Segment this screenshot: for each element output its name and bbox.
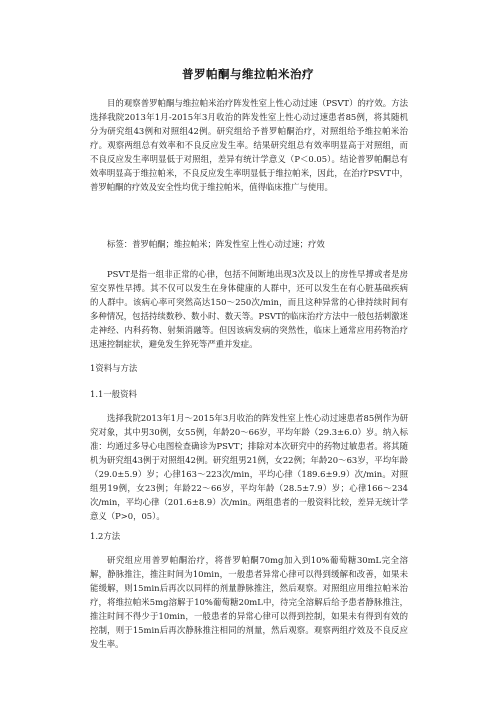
method-paragraph: 研究组应用普罗帕酮治疗，将普罗帕酮70mg加入到10%葡萄糖30mL完全溶解，静脉推注，推注时间为10min，一般患者异常心律可以得到缓解和改善，如果未能缓解，则15min后再次以同样的剂量静脉推注，然后观察。对照组应用维拉帕米治疗，将维拉帕米5mg溶解于10%葡萄糖20mL中，待完全溶解后给予患者静脉推注，推注时间不得少于10min，一般患者的异常心律可以得到控制，如果未有得到有效的控制，则于15min后再次静脉推注相同的剂量，然后观察。观察两组疗效及不良反应发生率。 [90,555,408,649]
keywords-paragraph: 标签：普罗帕酮；维拉帕米；阵发性室上性心动过速；疗效 [107,239,325,249]
intro-paragraph: PSVT是指一组非正常的心律，包括不间断地出现3次及以上的房性早搏或者是房室交界性早搏。其不仅可以发生在身体健康的人群中，还可以发生在有心脏基础疾病的人群中。该病心率可突然高达150～250次/min，而且这种异常的心律持续时间有多种情况，包括持续数秒、数小时、数天等。PSVT的临床治疗方法中一般包括刺激迷走神经、内科药物、射频消融等。但因该病发病的突然性，临床上通常应用药物治疗迅速控制症状，避免发生猝死等严重并发症。 [90,269,408,349]
section-heading-1-1: 1.1一般资料 [90,389,137,399]
document-title: 普罗帕酮与维拉帕米治疗 [182,67,314,81]
general-data-paragraph: 选择我院2013年1月～2015年3月收治的阵发性室上性心动过速患者85例作为研究对象，其中男30例，女55例，年龄20～66岁，平均年龄（29.3±6.0）岁。纳入标准：均通过多导心电图检查确诊为PSVT；排除对本次研究中的药物过敏患者。将其随机为研究组43例于对照组42例。研究组男21例，女22例；年龄20～63岁，平均年龄（29.0±5.9）岁；心律163～223次/min，平均心律（189.6±9.9）次/min。对照组男19例，女23例；年龄22～66岁，平均年龄（28.5±7.9）岁；心律166～234次/min，平均心律（201.6±8.9）次/min。两组患者的一般资料比较，差异无统计学意义（P>0，05）。 [90,413,408,521]
section-heading-1: 1资料与方法 [90,363,138,373]
section-heading-1-2: 1.2方法 [90,531,121,541]
abstract-paragraph: 目的观察普罗帕酮与维拉帕米治疗阵发性室上性心动过速（PSVT）的疗效。方法选择我院2013年1月-2015年3月收治的阵发性室上性心动过速患者85例，将其随机分为研究组43例和对照组42例。研究组给予普罗帕酮治疗，对照组给予维拉帕米治疗。观察两组总有效率和不良反应发生率。结果研究组总有效率明显高于对照组，而不良反应发生率明显低于对照组，差异有统计学意义（P＜0.05）。结论普罗帕酮总有效率明显高于维拉帕米，不良反应发生率明显低于维拉帕米，因此，在治疗PSVT中，普罗帕酮的疗效及安全性均优于维拉帕米，值得临床推广与使用。 [90,98,408,192]
